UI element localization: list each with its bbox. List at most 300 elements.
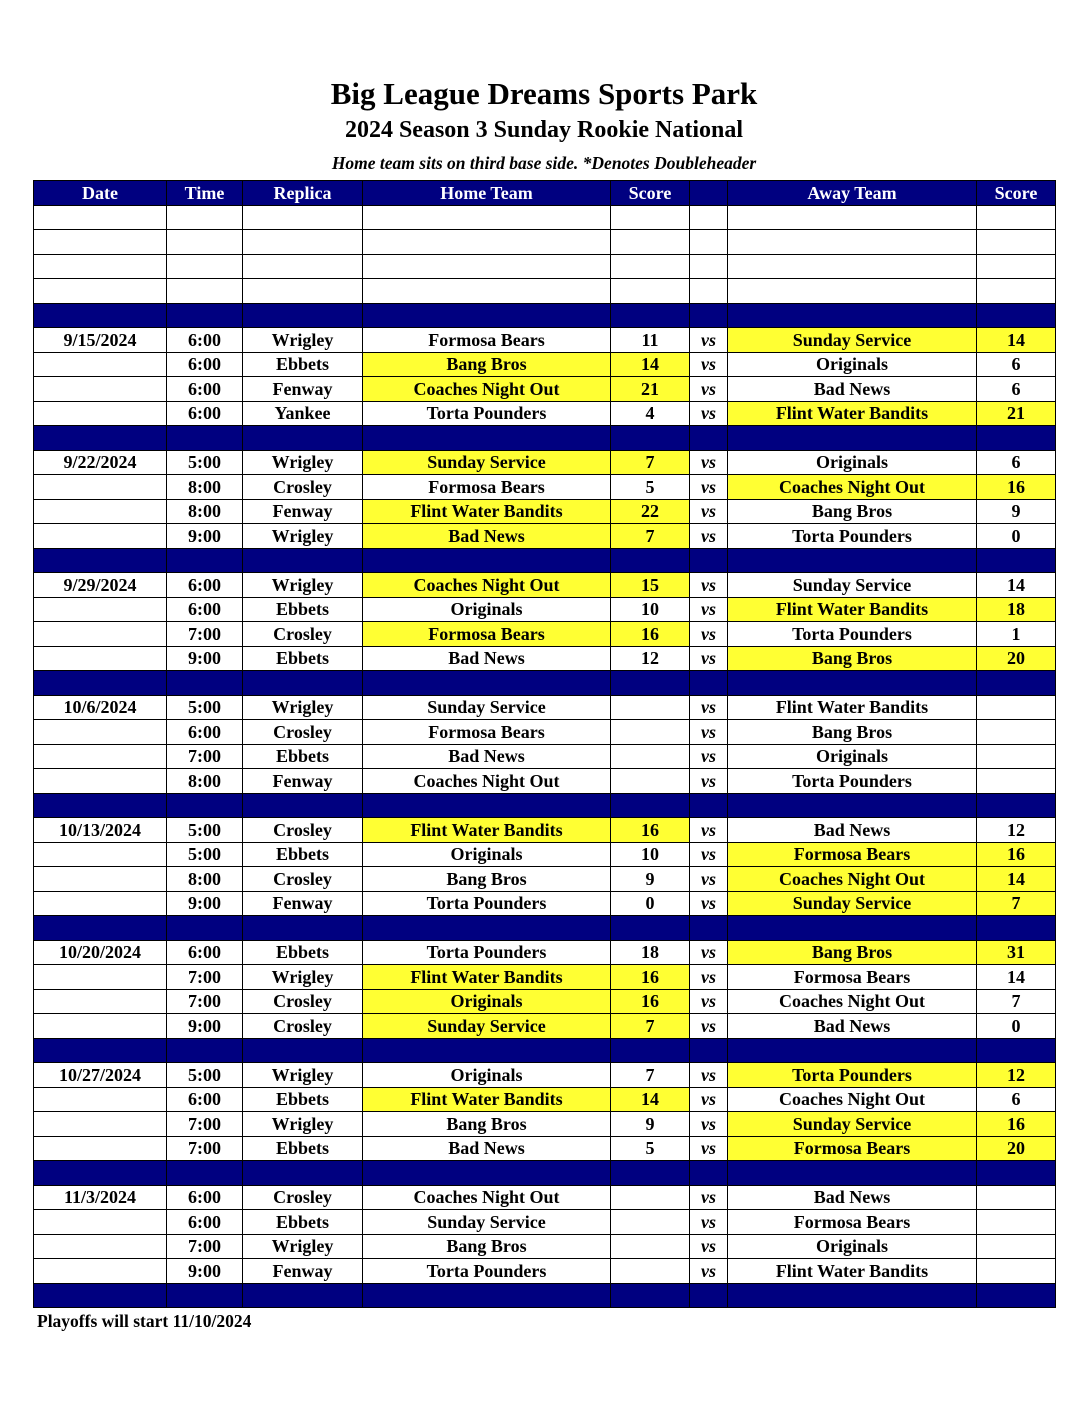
time-cell: 6:00	[167, 573, 243, 598]
separator-cell	[34, 916, 167, 941]
home-team-cell: Bang Bros	[363, 1112, 611, 1137]
game-row	[34, 401, 1056, 426]
replica-field-cell: Crosley	[243, 1185, 363, 1210]
home-team-cell: Bad News	[363, 646, 611, 671]
date-cell: 9/22/2024	[34, 450, 167, 475]
home-team-cell: Bad News	[363, 524, 611, 549]
away-team-cell: Sunday Service	[728, 1112, 977, 1137]
game-row	[34, 254, 1056, 279]
away-score-cell: 7	[977, 989, 1056, 1014]
replica-field-cell: Wrigley	[243, 450, 363, 475]
away-team-cell: Bad News	[728, 1014, 977, 1039]
game-row	[34, 328, 1056, 353]
replica-field-cell: Crosley	[243, 475, 363, 500]
separator-cell	[611, 303, 690, 328]
vs-cell: vs	[690, 744, 728, 769]
game-row	[34, 597, 1056, 622]
vs-cell: vs	[690, 1014, 728, 1039]
away-team-cell: Bang Bros	[728, 646, 977, 671]
home-team-cell: Formosa Bears	[363, 328, 611, 353]
time-cell: 7:00	[167, 744, 243, 769]
home-team-cell: Originals	[363, 989, 611, 1014]
date-cell	[34, 597, 167, 622]
time-cell	[167, 205, 243, 230]
time-cell: 6:00	[167, 720, 243, 745]
game-row	[34, 1087, 1056, 1112]
home-team-cell: Originals	[363, 597, 611, 622]
separator-cell	[243, 1161, 363, 1186]
away-score-cell	[977, 1259, 1056, 1284]
separator-cell	[690, 671, 728, 696]
time-cell: 6:00	[167, 1087, 243, 1112]
time-cell: 6:00	[167, 401, 243, 426]
replica-field-cell: Fenway	[243, 769, 363, 794]
separator-cell	[243, 916, 363, 941]
away-team-cell	[728, 254, 977, 279]
away-team-cell	[728, 230, 977, 255]
separator-cell	[167, 1161, 243, 1186]
date-cell	[34, 377, 167, 402]
separator-cell	[243, 671, 363, 696]
home-team-cell: Bang Bros	[363, 867, 611, 892]
home-team-cell: Coaches Night Out	[363, 769, 611, 794]
away-score-cell: 6	[977, 450, 1056, 475]
vs-cell: vs	[690, 720, 728, 745]
time-cell: 5:00	[167, 1063, 243, 1088]
separator-cell	[977, 1161, 1056, 1186]
away-score-cell: 31	[977, 940, 1056, 965]
separator-cell	[243, 548, 363, 573]
replica-field-cell: Crosley	[243, 1014, 363, 1039]
separator-cell	[363, 671, 611, 696]
home-score-cell: 5	[611, 1136, 690, 1161]
home-team-cell: Torta Pounders	[363, 891, 611, 916]
home-team-cell: Flint Water Bandits	[363, 1087, 611, 1112]
vs-cell: vs	[690, 867, 728, 892]
vs-cell: vs	[690, 524, 728, 549]
separator-cell	[977, 1283, 1056, 1308]
home-score-cell: 15	[611, 573, 690, 598]
separator-cell	[167, 303, 243, 328]
week-separator-row	[34, 303, 1056, 328]
vs-cell: vs	[690, 646, 728, 671]
date-cell	[34, 401, 167, 426]
vs-cell: vs	[690, 499, 728, 524]
col-header-away-team: Away Team	[728, 181, 977, 206]
replica-field-cell: Crosley	[243, 720, 363, 745]
away-score-cell: 14	[977, 867, 1056, 892]
vs-cell: vs	[690, 989, 728, 1014]
home-score-cell	[611, 279, 690, 304]
game-row	[34, 279, 1056, 304]
date-cell	[34, 891, 167, 916]
home-score-cell: 7	[611, 450, 690, 475]
time-cell: 5:00	[167, 818, 243, 843]
separator-cell	[243, 426, 363, 451]
home-score-cell: 10	[611, 597, 690, 622]
away-team-cell: Sunday Service	[728, 891, 977, 916]
replica-field-cell: Ebbets	[243, 940, 363, 965]
separator-cell	[728, 303, 977, 328]
game-row	[34, 1136, 1056, 1161]
replica-field-cell: Crosley	[243, 622, 363, 647]
date-cell	[34, 499, 167, 524]
away-score-cell: 0	[977, 524, 1056, 549]
schedule-body	[34, 205, 1056, 1308]
col-header-home-team: Home Team	[363, 181, 611, 206]
home-score-cell: 18	[611, 940, 690, 965]
away-score-cell: 12	[977, 818, 1056, 843]
game-row	[34, 695, 1056, 720]
away-score-cell: 21	[977, 401, 1056, 426]
replica-field-cell: Crosley	[243, 867, 363, 892]
game-row	[34, 769, 1056, 794]
game-row	[34, 1063, 1056, 1088]
home-team-cell: Bang Bros	[363, 352, 611, 377]
vs-cell	[690, 254, 728, 279]
date-cell: 9/15/2024	[34, 328, 167, 353]
separator-cell	[34, 1283, 167, 1308]
time-cell: 8:00	[167, 769, 243, 794]
time-cell	[167, 279, 243, 304]
vs-cell: vs	[690, 597, 728, 622]
replica-field-cell: Fenway	[243, 499, 363, 524]
separator-cell	[977, 916, 1056, 941]
home-score-cell	[611, 1234, 690, 1259]
vs-cell: vs	[690, 573, 728, 598]
replica-field-cell	[243, 254, 363, 279]
away-team-cell: Bang Bros	[728, 720, 977, 745]
header-row	[34, 181, 1056, 206]
separator-cell	[611, 671, 690, 696]
separator-cell	[977, 671, 1056, 696]
vs-cell: vs	[690, 401, 728, 426]
col-header-replica: Replica	[243, 181, 363, 206]
replica-field-cell: Yankee	[243, 401, 363, 426]
away-team-cell: Flint Water Bandits	[728, 695, 977, 720]
separator-cell	[167, 671, 243, 696]
time-cell: 9:00	[167, 1259, 243, 1284]
away-team-cell: Sunday Service	[728, 328, 977, 353]
home-score-cell: 5	[611, 475, 690, 500]
home-team-cell: Formosa Bears	[363, 475, 611, 500]
date-cell	[34, 1259, 167, 1284]
away-team-cell: Formosa Bears	[728, 842, 977, 867]
date-cell	[34, 842, 167, 867]
separator-cell	[728, 671, 977, 696]
playoffs-note: Playoffs will start 11/10/2024	[37, 1311, 252, 1331]
away-score-cell	[977, 279, 1056, 304]
home-score-cell: 16	[611, 622, 690, 647]
col-header-home-score: Score	[611, 181, 690, 206]
separator-cell	[977, 548, 1056, 573]
away-score-cell: 12	[977, 1063, 1056, 1088]
home-score-cell: 12	[611, 646, 690, 671]
vs-cell	[690, 205, 728, 230]
time-cell	[167, 230, 243, 255]
separator-cell	[977, 426, 1056, 451]
away-score-cell	[977, 769, 1056, 794]
home-team-cell: Formosa Bears	[363, 622, 611, 647]
week-separator-row	[34, 671, 1056, 696]
home-score-cell: 9	[611, 867, 690, 892]
home-score-cell: 0	[611, 891, 690, 916]
replica-field-cell: Wrigley	[243, 1063, 363, 1088]
home-team-cell: Torta Pounders	[363, 401, 611, 426]
separator-cell	[728, 1161, 977, 1186]
home-team-cell: Sunday Service	[363, 695, 611, 720]
game-row	[34, 940, 1056, 965]
time-cell: 6:00	[167, 597, 243, 622]
replica-field-cell: Ebbets	[243, 1136, 363, 1161]
separator-cell	[34, 548, 167, 573]
replica-field-cell	[243, 205, 363, 230]
separator-cell	[690, 1283, 728, 1308]
date-cell	[34, 254, 167, 279]
away-score-cell: 16	[977, 475, 1056, 500]
away-team-cell: Flint Water Bandits	[728, 597, 977, 622]
replica-field-cell: Wrigley	[243, 1112, 363, 1137]
home-team-cell: Coaches Night Out	[363, 1185, 611, 1210]
separator-cell	[34, 793, 167, 818]
vs-cell: vs	[690, 965, 728, 990]
replica-field-cell: Wrigley	[243, 965, 363, 990]
vs-cell: vs	[690, 842, 728, 867]
separator-cell	[690, 916, 728, 941]
time-cell: 7:00	[167, 1136, 243, 1161]
separator-cell	[977, 793, 1056, 818]
away-team-cell: Originals	[728, 352, 977, 377]
separator-cell	[728, 916, 977, 941]
game-row	[34, 989, 1056, 1014]
time-cell: 9:00	[167, 891, 243, 916]
vs-cell: vs	[690, 769, 728, 794]
separator-cell	[363, 793, 611, 818]
date-cell: 10/13/2024	[34, 818, 167, 843]
separator-cell	[611, 1283, 690, 1308]
home-team-cell: Bad News	[363, 744, 611, 769]
vs-cell: vs	[690, 377, 728, 402]
away-team-cell: Formosa Bears	[728, 1136, 977, 1161]
date-cell	[34, 1014, 167, 1039]
time-cell: 7:00	[167, 989, 243, 1014]
replica-field-cell: Ebbets	[243, 744, 363, 769]
away-score-cell: 14	[977, 328, 1056, 353]
week-separator-row	[34, 916, 1056, 941]
home-team-cell: Bang Bros	[363, 1234, 611, 1259]
vs-cell: vs	[690, 1087, 728, 1112]
separator-cell	[611, 548, 690, 573]
date-cell	[34, 230, 167, 255]
game-row	[34, 891, 1056, 916]
game-row	[34, 622, 1056, 647]
game-row	[34, 1014, 1056, 1039]
away-score-cell: 20	[977, 646, 1056, 671]
date-cell	[34, 867, 167, 892]
vs-cell: vs	[690, 450, 728, 475]
away-score-cell	[977, 205, 1056, 230]
date-cell	[34, 720, 167, 745]
separator-cell	[243, 303, 363, 328]
game-row	[34, 744, 1056, 769]
home-score-cell: 22	[611, 499, 690, 524]
replica-field-cell: Fenway	[243, 377, 363, 402]
away-score-cell: 14	[977, 965, 1056, 990]
home-team-cell: Flint Water Bandits	[363, 499, 611, 524]
home-score-cell	[611, 720, 690, 745]
date-cell	[34, 646, 167, 671]
time-cell: 6:00	[167, 940, 243, 965]
game-row	[34, 1234, 1056, 1259]
home-score-cell	[611, 744, 690, 769]
separator-cell	[690, 1038, 728, 1063]
away-score-cell	[977, 1185, 1056, 1210]
vs-cell: vs	[690, 328, 728, 353]
date-cell: 11/3/2024	[34, 1185, 167, 1210]
away-team-cell: Bang Bros	[728, 499, 977, 524]
separator-cell	[34, 1038, 167, 1063]
away-score-cell	[977, 1234, 1056, 1259]
separator-cell	[690, 426, 728, 451]
separator-cell	[363, 303, 611, 328]
col-header-time: Time	[167, 181, 243, 206]
away-score-cell: 6	[977, 352, 1056, 377]
away-score-cell	[977, 695, 1056, 720]
away-team-cell: Coaches Night Out	[728, 989, 977, 1014]
date-cell	[34, 1112, 167, 1137]
replica-field-cell: Crosley	[243, 818, 363, 843]
home-score-cell: 7	[611, 1063, 690, 1088]
date-cell: 10/27/2024	[34, 1063, 167, 1088]
separator-cell	[167, 426, 243, 451]
time-cell: 8:00	[167, 475, 243, 500]
away-team-cell: Coaches Night Out	[728, 867, 977, 892]
date-cell	[34, 1087, 167, 1112]
vs-cell: vs	[690, 940, 728, 965]
home-score-cell	[611, 205, 690, 230]
away-team-cell: Flint Water Bandits	[728, 1259, 977, 1284]
home-score-cell: 9	[611, 1112, 690, 1137]
game-row	[34, 573, 1056, 598]
game-row	[34, 377, 1056, 402]
col-header-date: Date	[34, 181, 167, 206]
replica-field-cell: Wrigley	[243, 695, 363, 720]
replica-field-cell: Fenway	[243, 1259, 363, 1284]
away-score-cell: 7	[977, 891, 1056, 916]
replica-field-cell: Ebbets	[243, 597, 363, 622]
home-score-cell: 14	[611, 1087, 690, 1112]
separator-cell	[728, 793, 977, 818]
away-team-cell: Coaches Night Out	[728, 475, 977, 500]
away-team-cell: Torta Pounders	[728, 524, 977, 549]
home-score-cell: 11	[611, 328, 690, 353]
separator-cell	[167, 1283, 243, 1308]
time-cell: 5:00	[167, 695, 243, 720]
time-cell: 6:00	[167, 328, 243, 353]
time-cell: 8:00	[167, 499, 243, 524]
time-cell: 9:00	[167, 646, 243, 671]
away-team-cell	[728, 205, 977, 230]
away-score-cell	[977, 230, 1056, 255]
game-row	[34, 646, 1056, 671]
home-score-cell: 7	[611, 1014, 690, 1039]
away-team-cell: Formosa Bears	[728, 965, 977, 990]
home-team-cell: Flint Water Bandits	[363, 818, 611, 843]
separator-cell	[977, 303, 1056, 328]
week-separator-row	[34, 1161, 1056, 1186]
time-cell	[167, 254, 243, 279]
away-score-cell	[977, 720, 1056, 745]
away-score-cell: 14	[977, 573, 1056, 598]
separator-cell	[690, 303, 728, 328]
week-separator-row	[34, 548, 1056, 573]
home-score-cell: 14	[611, 352, 690, 377]
home-team-cell: Originals	[363, 842, 611, 867]
away-score-cell: 16	[977, 842, 1056, 867]
home-score-cell	[611, 230, 690, 255]
replica-field-cell: Ebbets	[243, 1087, 363, 1112]
away-score-cell: 6	[977, 1087, 1056, 1112]
replica-field-cell	[243, 230, 363, 255]
home-score-cell	[611, 1259, 690, 1284]
replica-field-cell: Ebbets	[243, 646, 363, 671]
time-cell: 9:00	[167, 1014, 243, 1039]
date-cell	[34, 1136, 167, 1161]
home-score-cell: 16	[611, 818, 690, 843]
game-row	[34, 450, 1056, 475]
separator-cell	[34, 303, 167, 328]
home-team-cell	[363, 254, 611, 279]
game-row	[34, 205, 1056, 230]
away-score-cell: 0	[977, 1014, 1056, 1039]
away-team-cell: Bad News	[728, 377, 977, 402]
home-team-cell: Sunday Service	[363, 1014, 611, 1039]
game-row	[34, 965, 1056, 990]
vs-cell: vs	[690, 1063, 728, 1088]
home-score-cell	[611, 1185, 690, 1210]
away-score-cell: 1	[977, 622, 1056, 647]
separator-cell	[243, 793, 363, 818]
separator-cell	[363, 1283, 611, 1308]
vs-cell	[690, 230, 728, 255]
away-team-cell	[728, 279, 977, 304]
home-score-cell: 10	[611, 842, 690, 867]
away-score-cell: 9	[977, 499, 1056, 524]
home-team-cell: Formosa Bears	[363, 720, 611, 745]
away-team-cell: Torta Pounders	[728, 1063, 977, 1088]
replica-field-cell: Crosley	[243, 989, 363, 1014]
separator-cell	[728, 1038, 977, 1063]
vs-cell: vs	[690, 352, 728, 377]
game-row	[34, 818, 1056, 843]
replica-field-cell: Ebbets	[243, 842, 363, 867]
week-separator-row	[34, 1038, 1056, 1063]
away-team-cell: Originals	[728, 450, 977, 475]
game-row	[34, 1112, 1056, 1137]
date-cell	[34, 352, 167, 377]
separator-cell	[34, 426, 167, 451]
game-row	[34, 842, 1056, 867]
game-row	[34, 1185, 1056, 1210]
date-cell: 10/20/2024	[34, 940, 167, 965]
schedule-note: Home team sits on third base side. *Denotes Doubleheader	[331, 153, 757, 173]
home-score-cell: 7	[611, 524, 690, 549]
date-cell	[34, 524, 167, 549]
replica-field-cell: Ebbets	[243, 1210, 363, 1235]
separator-cell	[611, 426, 690, 451]
replica-field-cell: Wrigley	[243, 524, 363, 549]
home-score-cell	[611, 769, 690, 794]
